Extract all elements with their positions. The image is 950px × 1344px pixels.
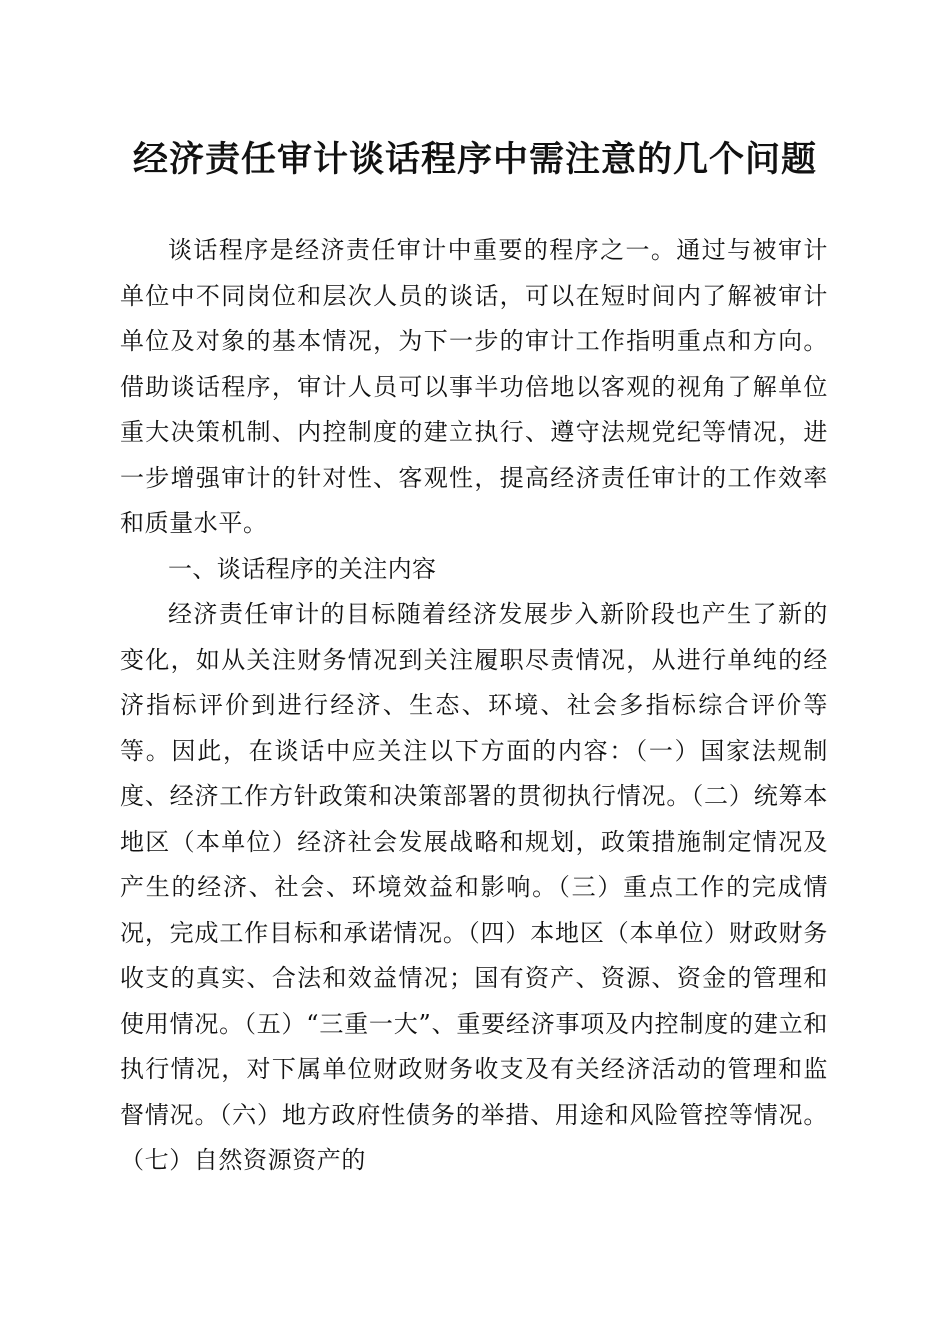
document-body (120, 228, 828, 1184)
section-1-paragraph: 经济责任审计的目标随着经济发展步入新阶段也产生了新的变化，如从关注财务情况到关注履职尽责情况，从进行单纯的经济指标评价到进行经济、生态、环境、社会多指标综合评价等等。因此，在谈话中应关注以下方面的内容：（一）国家法规制度、经济工作方针政策和决策部署的贯彻执行情况。（二）统筹本地区（本单位）经济社会发展战略和规划，政策措施制定情况及产生的经济、社会、环境效益和影响。（三）重点工作的完成情况，完成工作目标和承诺情况。（四）本地区（本单位）财政财务收支的真实、合法和效益情况；国有资产、资源、资金的管理和使用情况。（五）“三重一大”、重要经济事项及内控制度的建立和执行情况，对下属单位财政财务收支及有关经济活动的管理和监督情况。（六）地方政府性债务的举措、用途和风险管控等情况。（七）自然资源资产的 (120, 600, 828, 1174)
intro-paragraph: 谈话程序是经济责任审计中重要的程序之一。通过与被审计单位中不同岗位和层次人员的谈话，可以在短时间内了解被审计单位及对象的基本情况，为下一步的审计工作指明重点和方向。借助谈话程序，审计人员可以事半功倍地以客观的视角了解单位重大决策机制、内控制度的建立执行、遵守法规党纪等情况，进一步增强审计的针对性、客观性，提高经济责任审计的工作效率和质量水平。 (120, 236, 828, 537)
section-heading-1: 一、谈话程序的关注内容 (168, 554, 437, 583)
document-title: 经济责任审计谈话程序中需注意的几个问题 (132, 139, 817, 180)
